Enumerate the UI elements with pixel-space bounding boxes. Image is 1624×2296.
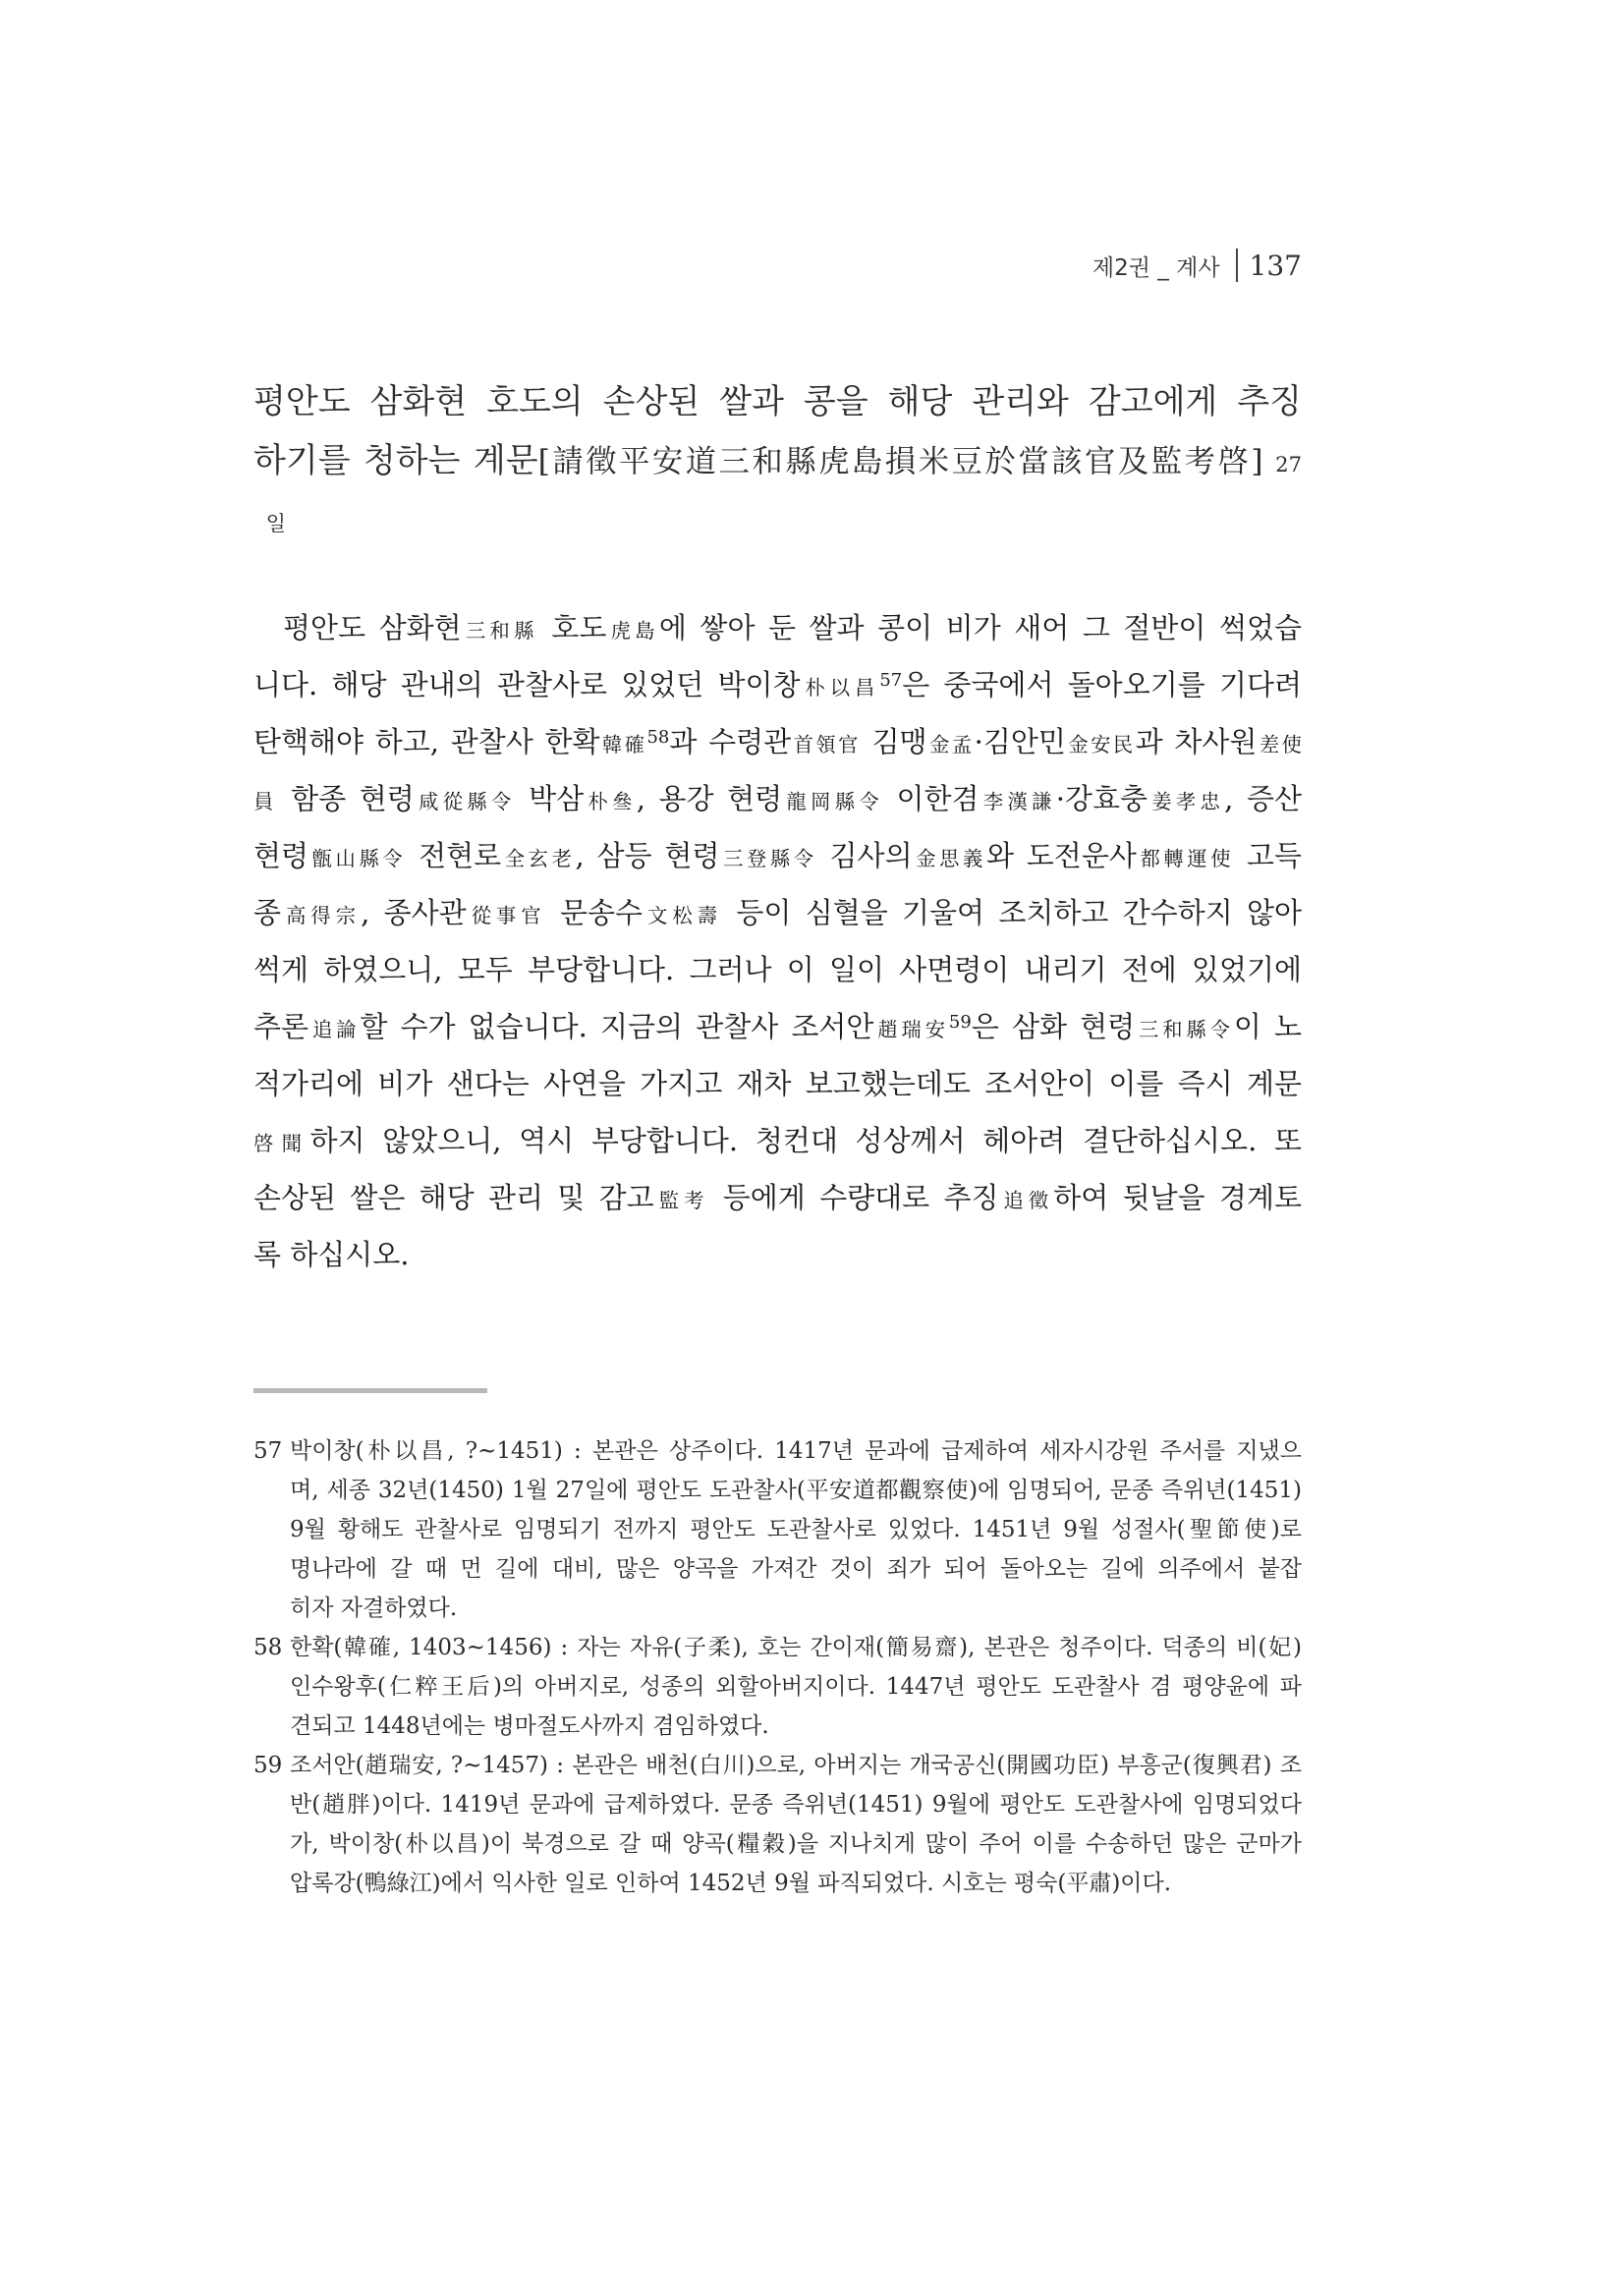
text-run: 이 노	[1233, 1010, 1302, 1043]
body-line	[253, 713, 1302, 770]
footnote-line: 가, 박이창(朴以昌)이 북경으로 갈 때 양곡(糧穀)을 지나치게 많이 주어 이를 수송하던 많은 군마가	[290, 1831, 1302, 1857]
text-run: 추론	[253, 1010, 309, 1043]
hanja-gloss: 朴叄	[584, 790, 637, 813]
body-line	[253, 941, 1302, 998]
footnote-line: 며, 세종 32년(1450) 1월 27일에 평안도 도관찰사(平安道都觀察使)에 임명되어, 문종 즉위년(1451)	[290, 1478, 1302, 1503]
body-line	[253, 1112, 1302, 1169]
text-run: 할 수가 없습니다. 지금의 관찰사 조서안	[360, 1010, 874, 1043]
text-run: 고득	[1234, 839, 1302, 872]
footnote	[253, 1628, 1302, 1746]
title-line	[253, 372, 1302, 431]
hanja-gloss: 三和縣	[461, 619, 538, 643]
running-header	[1092, 246, 1302, 285]
text-run: , 종사관	[361, 896, 467, 929]
hanja-gloss: 都轉運使	[1136, 847, 1235, 870]
text-run: 평안도 삼화현	[283, 611, 462, 644]
footnote-separator	[253, 1388, 487, 1393]
hanja-gloss: 三和縣令	[1135, 1018, 1234, 1041]
hanja-gloss: 追徵	[998, 1189, 1054, 1212]
page-number: 137	[1249, 249, 1302, 282]
footnote-line: 반(趙胖)이다. 1419년 문과에 급제하였다. 문종 즉위년(1451) 9월에 평안도 도관찰사에 임명되었다	[290, 1792, 1302, 1818]
text-run: 니다. 해당 관내의 관찰사로 있었던 박이창	[253, 668, 801, 701]
footnote	[253, 1746, 1302, 1903]
text-run: 록 하십시오.	[253, 1238, 410, 1271]
text-run: 하지 않았으니, 역시 부당합니다. 청컨대 성상께서 헤아려 결단하십시오. 또	[309, 1124, 1302, 1157]
footnote-line: 한확(韓確, 1403~1456) : 자는 자유(子柔), 호는 간이재(簡易齋), 본관은 청주이다. 덕종의 비(妃)	[290, 1635, 1302, 1660]
header-section: 제2권 _ 계사	[1092, 254, 1220, 281]
text-run: 손상된 쌀은 해당 관리 및 감고	[253, 1181, 654, 1214]
title-line	[253, 490, 1302, 549]
footnote-number: 58	[253, 1635, 283, 1660]
body-line	[253, 1169, 1302, 1226]
text-run: 김사의	[816, 839, 913, 872]
hanja-gloss: 趙瑞安	[873, 1018, 949, 1041]
text-run: ·김안민	[974, 725, 1066, 758]
text-run: 와 도전운사	[985, 839, 1137, 872]
hanja-gloss: 李漢謙	[979, 790, 1056, 813]
hanja-gloss: 咸從縣令	[414, 790, 516, 813]
footnote-line: 조서안(趙瑞安, ?~1457) : 본관은 배천(白川)으로, 아버지는 개국공신(開國功臣) 부흥군(復興君) 조	[290, 1753, 1302, 1778]
footnote-line: 인수왕후(仁粹王后)의 아버지로, 성종의 외할아버지이다. 1447년 평안도 도관찰사 겸 평양윤에 파	[290, 1674, 1302, 1700]
footnotes	[253, 1431, 1302, 1903]
hanja-gloss: 員	[253, 790, 278, 813]
footnote-ref: 59	[948, 1012, 972, 1034]
hanja-gloss: 金思義	[912, 847, 986, 870]
text-run: ·강효충	[1055, 782, 1148, 815]
hanja-gloss: 姜孝忠	[1147, 790, 1225, 813]
hanja-gloss: 金安民	[1065, 733, 1136, 756]
text-run: 문송수	[545, 896, 644, 929]
footnote-number: 59	[253, 1753, 283, 1778]
hanja-gloss: 金孟	[926, 733, 975, 756]
text-run: 등이 심혈을 기울여 조치하고 간수하지 않아	[722, 896, 1302, 929]
body-paragraph	[253, 599, 1302, 1283]
body-line	[253, 827, 1302, 884]
text-run: 적가리에 비가 샌다는 사연을 가지고 재차 보고했는데도 조서안이 이를 즉시 계문	[253, 1067, 1302, 1100]
footnote-line: 9월 황해도 관찰사로 임명되기 전까지 평안도 도관찰사로 있었다. 1451년 9월 성절사(聖節使)로	[290, 1517, 1302, 1542]
text-run: , 삼등 현령	[575, 839, 720, 872]
footnote	[253, 1431, 1302, 1628]
hanja-gloss: 韓確	[599, 733, 647, 756]
text-run: 호도	[537, 611, 607, 644]
hanja-gloss: 虎島	[606, 619, 659, 643]
section-title	[253, 372, 1302, 549]
body-line	[253, 770, 1302, 827]
text-run: 김맹	[860, 725, 927, 758]
header-divider	[1236, 249, 1238, 282]
footnote-line: 명나라에 갈 때 먼 길에 대비, 많은 양곡을 가져간 것이 죄가 되어 돌아오는 길에 의주에서 붙잡	[290, 1556, 1302, 1582]
hanja-gloss: 差使	[1257, 733, 1302, 756]
text-run: , 증산	[1224, 782, 1302, 815]
text-run: 함종 현령	[277, 782, 415, 815]
hanja-gloss: 從事官	[466, 904, 546, 927]
footnote-ref: 57	[879, 670, 903, 692]
text-run: , 용강 현령	[636, 782, 783, 815]
text-run: 은 삼화 현령	[971, 1010, 1136, 1043]
text-run: 전현로	[406, 839, 502, 872]
text-run: 과 수령관	[669, 725, 792, 758]
footnote-line: 히자 자결하였다.	[290, 1596, 458, 1621]
footnote-line: 박이창(朴以昌, ?~1451) : 본관은 상주이다. 1417년 문과에 급제하여 세자시강원 주서를 지냈으	[290, 1438, 1302, 1464]
footnote-line: 압록강(鴨綠江)에서 익사한 일로 인하여 1452년 9월 파직되었다. 시호는 평숙(平肅)이다.	[290, 1871, 1172, 1896]
hanja-gloss: 啓聞	[253, 1132, 310, 1155]
hanja-gloss: 全玄老	[501, 847, 576, 870]
title-line	[253, 431, 1302, 490]
text-run: 평안도 삼화현 호도의 손상된 쌀과 콩을 해당 관리와 감고에게 추징	[253, 382, 1302, 421]
hanja-gloss: 朴以昌	[800, 676, 880, 700]
body-line	[253, 656, 1302, 713]
footnote-line: 견되고 1448년에는 병마절도사까지 겸임하였다.	[290, 1713, 769, 1739]
date-text: 일	[265, 511, 287, 535]
date-text: 27	[1275, 452, 1302, 476]
text-run: 과 차사원	[1135, 725, 1258, 758]
text-run: 종	[253, 896, 282, 929]
hanja-gloss: [請徵平安道三和縣虎島損米豆於當該官及監考啓]	[537, 444, 1263, 479]
text-run: 에 쌓아 둔 쌀과 콩이 비가 새어 그 절반이 썩었습	[658, 611, 1302, 644]
text-run: 하여 뒷날을 경계토	[1053, 1181, 1302, 1214]
hanja-gloss: 首領官	[791, 733, 861, 756]
text-run: 이한겸	[882, 782, 980, 815]
text-run: 박삼	[515, 782, 585, 815]
body-line	[253, 1055, 1302, 1112]
hanja-gloss: 高得宗	[281, 904, 362, 927]
body-line	[253, 884, 1302, 941]
text-run: 은 중국에서 돌아오기를 기다려	[902, 668, 1302, 701]
hanja-gloss: 監考	[653, 1189, 709, 1212]
hanja-gloss: 龍岡縣令	[782, 790, 883, 813]
footnote-ref: 58	[646, 727, 670, 749]
text-run: 현령	[253, 839, 309, 872]
hanja-gloss: 文松壽	[643, 904, 723, 927]
hanja-gloss: 追論	[308, 1018, 361, 1041]
body-line	[253, 599, 1302, 656]
footnote-number: 57	[253, 1438, 283, 1464]
hanja-gloss: 甑山縣令	[308, 847, 407, 870]
text-run: 썩게 하였으니, 모두 부당합니다. 그러나 이 일이 사면령이 내리기 전에 있었기에	[253, 953, 1302, 986]
text-run: 등에게 수량대로 추징	[708, 1181, 999, 1214]
body-line	[253, 1226, 1302, 1283]
text-run: 하기를 청하는 계문	[253, 441, 538, 480]
hanja-gloss: 三登縣令	[719, 847, 817, 870]
body-line	[253, 998, 1302, 1055]
text-run: 탄핵해야 하고, 관찰사 한확	[253, 725, 600, 758]
